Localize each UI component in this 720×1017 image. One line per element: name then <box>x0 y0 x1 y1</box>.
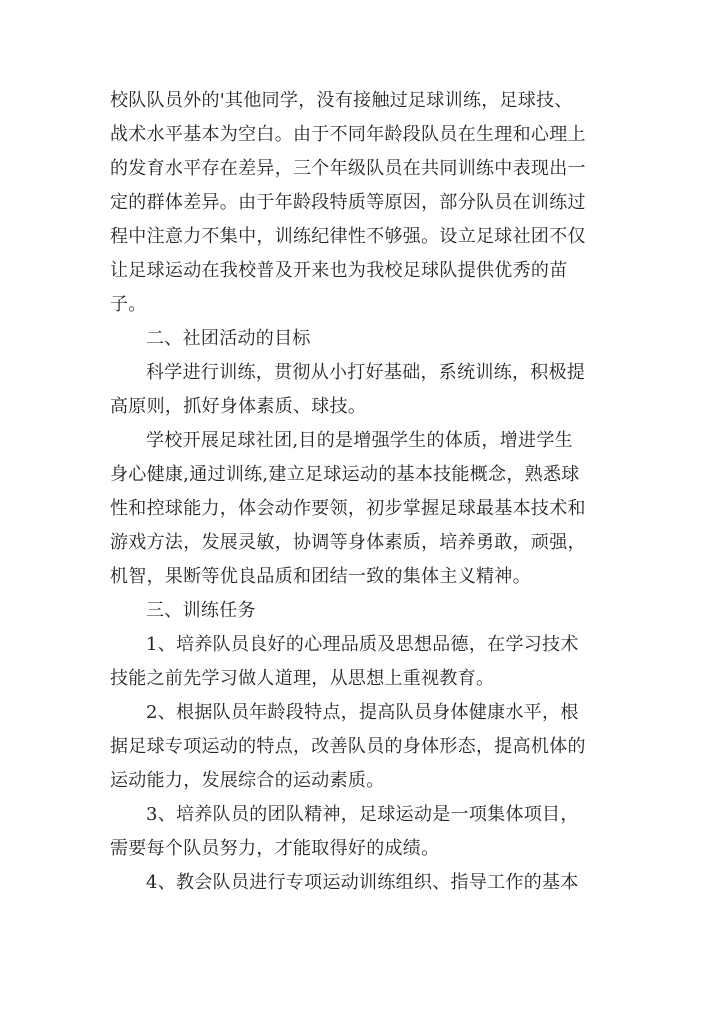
paragraph-line: 校队队员外的'其他同学，没有接触过足球训练，足球技、 <box>110 90 573 111</box>
paragraph-line: 据足球专项运动的特点，改善队员的身体形态，提高机体的 <box>110 736 586 757</box>
list-item: 2、根据队员年龄段特点，提高队员身体健康水平，根 <box>146 702 579 723</box>
paragraph-line: 让足球运动在我校普及开来也为我校足球队提供优秀的苗 <box>110 260 568 281</box>
paragraph-line: 科学进行训练，贯彻从小打好基础，系统训练，积极提 <box>146 362 586 383</box>
paragraph-line: 战术水平基本为空白。由于不同年龄段队员在生理和心理上 <box>110 124 586 145</box>
paragraph-line: 子。 <box>110 294 147 315</box>
paragraph-line: 学校开展足球社团,目的是增强学生的体质，增进学生 <box>146 430 573 451</box>
document-body <box>110 84 610 900</box>
paragraph-line: 身心健康,通过训练,建立足球运动的基本技能概念，熟悉球 <box>110 464 580 485</box>
paragraph-line: 程中注意力不集中，训练纪律性不够强。设立足球社团不仅 <box>110 226 586 247</box>
section-heading-tasks: 三、训练任务 <box>146 600 256 621</box>
section-heading-goals: 二、社团活动的目标 <box>146 328 311 349</box>
paragraph-line: 性和控球能力，体会动作要领，初步掌握足球最基本技术和 <box>110 498 586 519</box>
paragraph-line: 运动能力，发展综合的运动素质。 <box>110 770 385 791</box>
list-item: 3、培养队员的团队精神，足球运动是一项集体项目， <box>146 804 579 825</box>
paragraph-line: 技能之前先学习做人道理，从思想上重视教育。 <box>110 668 495 689</box>
paragraph-line: 游戏方法，发展灵敏，协调等身体素质，培养勇敢，顽强， <box>110 532 586 553</box>
paragraph-line: 机智，果断等优良品质和团结一致的集体主义精神。 <box>110 566 531 587</box>
list-item: 1、培养队员良好的心理品质及思想品德，在学习技术 <box>146 634 579 655</box>
paragraph-line: 需要每个队员努力，才能取得好的成绩。 <box>110 838 440 859</box>
paragraph-line: 定的群体差异。由于年龄段特质等原因，部分队员在训练过 <box>110 192 586 213</box>
list-item: 4、教会队员进行专项运动训练组织、指导工作的基本 <box>146 872 579 893</box>
paragraph-line: 的发育水平存在差异，三个年级队员在共同训练中表现出一 <box>110 158 586 179</box>
paragraph-line: 高原则，抓好身体素质、球技。 <box>110 396 367 417</box>
